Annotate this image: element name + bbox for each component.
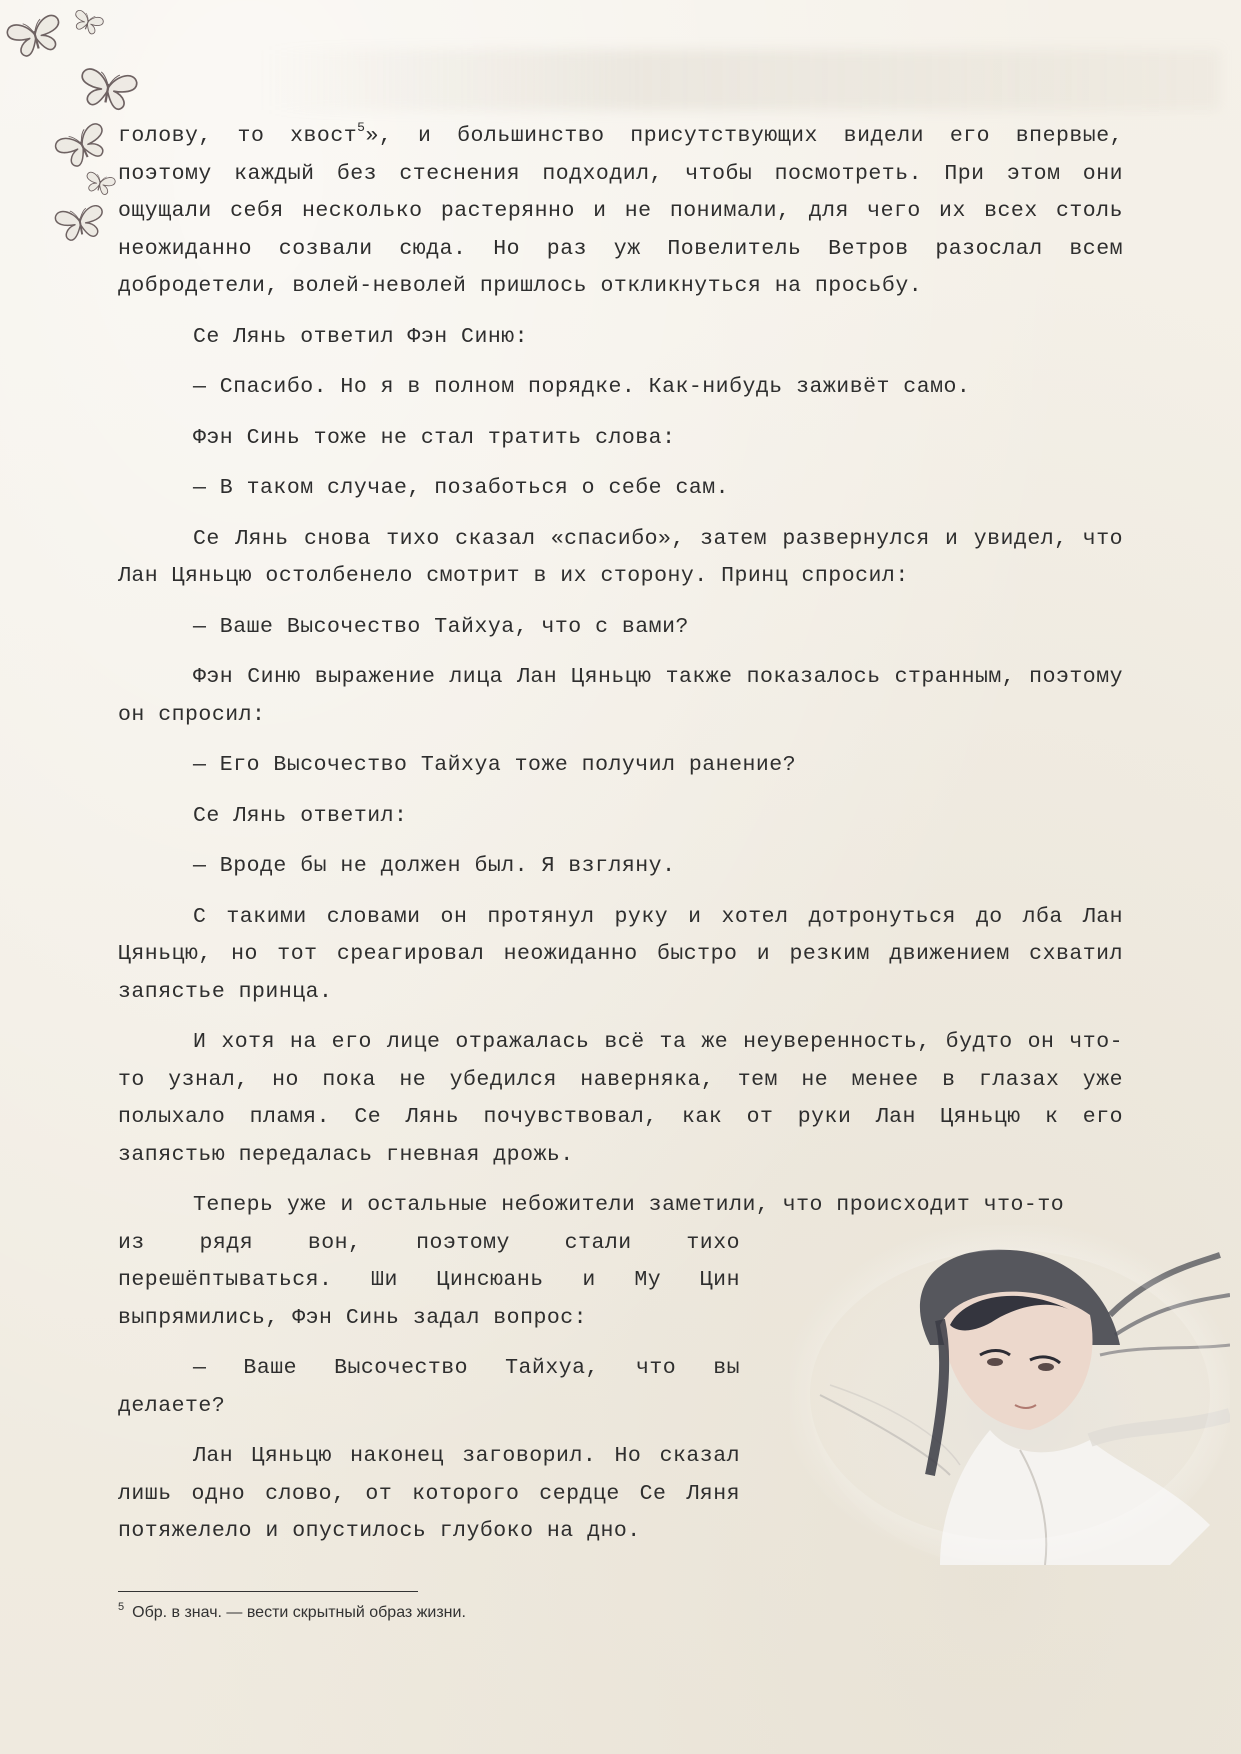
paragraph-rest: из рядя вон, поэтому стали тихо перешёптываться. Ши Цинсюань и Му Цин выпрямились, Фэн Синь задал вопрос:	[118, 1230, 740, 1330]
footnote-text: Обр. в знач. — вести скрытный образ жизни.	[132, 1604, 466, 1621]
footnote-separator	[118, 1591, 418, 1592]
dialogue-line: — В таком случае, позаботься о себе сам.	[193, 476, 730, 500]
butterfly-icon	[53, 122, 112, 172]
paragraph-line: Теперь уже и остальные небожители заметили, что происходит что-то	[193, 1193, 1065, 1217]
paragraph: Се Лянь ответил Фэн Синю:	[193, 324, 529, 349]
paper-texture	[260, 50, 1220, 110]
dialogue-line: — Вроде бы не должен был. Я взгляну.	[193, 854, 676, 878]
paragraph: Се Лянь ответил:	[193, 803, 408, 828]
butterfly-icon	[83, 171, 116, 196]
dialogue-line: — Его Высочество Тайхуа тоже получил ранение?	[193, 753, 797, 777]
footnote-number: 5	[118, 1601, 125, 1613]
footnote-ref[interactable]: 5	[357, 120, 366, 135]
footnote	[118, 1601, 466, 1622]
paragraph: И хотя на его лице отражалась всё та же неуверенность, будто он что-то узнал, но пока не убедился наверняка, тем не менее в глазах уже полыхало пламя. Се Лянь почувствовал, как от руки Лан Цяньцю к его запястью передалась гневная дрожь.	[118, 1030, 1123, 1167]
character-illustration	[790, 1225, 1230, 1565]
butterfly-icon	[78, 68, 138, 112]
paragraph: Фэн Синю выражение лица Лан Цяньцю также показалось странным, поэтому он спросил:	[118, 665, 1123, 727]
dialogue-line: — Спасибо. Но я в полном порядке. Как-нибудь заживёт само.	[193, 375, 971, 399]
butterfly-icon	[54, 205, 106, 243]
paragraph: С такими словами он протянул руку и хотел дотронуться до лба Лан Цяньцю, но тот среагировал неожиданно быстро и резким движением схватил запястье принца.	[118, 904, 1123, 1004]
paragraph: Фэн Синь тоже не стал тратить слова:	[193, 425, 676, 450]
paragraph: Лан Цяньцю наконец заговорил. Но сказал лишь одно слово, от которого сердце Се Ляня потяжелело и опустилось глубоко на дно.	[118, 1444, 740, 1543]
butterfly-icon	[6, 14, 65, 60]
dialogue-line: — Ваше Высочество Тайхуа, что с вами?	[193, 614, 689, 639]
butterfly-icon	[71, 9, 104, 36]
dialogue-line: — Ваше Высочество Тайхуа, что вы делаете?	[118, 1356, 740, 1418]
paragraph-1: голову, то хвост$^5$», и большинство присутствующих видели его впервые, поэтому каждый без стеснения подходил, чтобы посмотреть. При этом они ощущали себя несколько растерянно и не понимали, для чего их всех столь неожиданно созвали сюда. Но раз уж Повелитель Ветров разослал всем добродетели, волей-неволей пришлось откликнуться на просьбу.	[118, 120, 1123, 298]
paragraph: Се Лянь снова тихо сказал «спасибо», затем развернулся и увидел, что Лан Цяньцю остолбенело смотрит в их сторону. Принц спросил:	[118, 526, 1123, 588]
